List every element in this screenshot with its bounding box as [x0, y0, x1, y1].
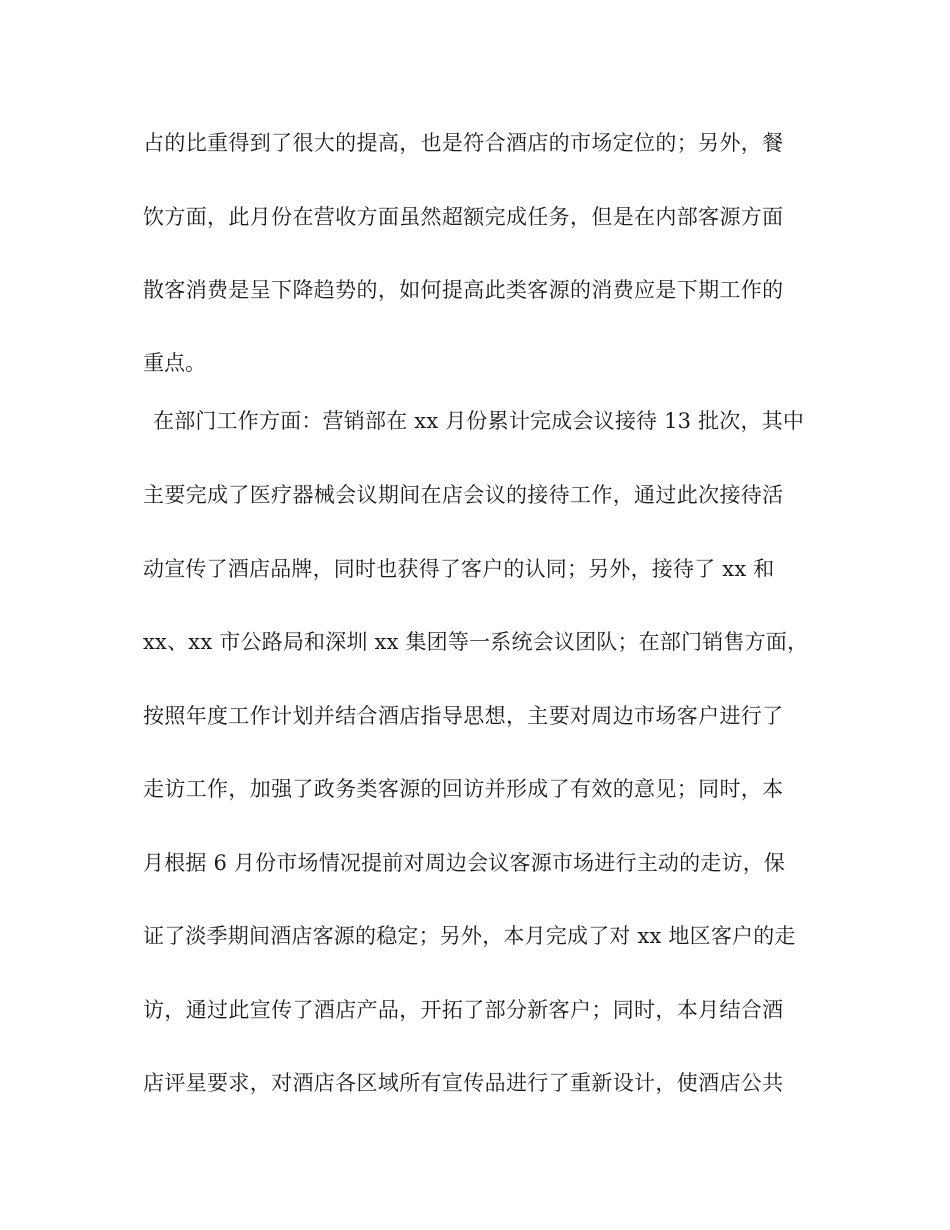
- text-line: 动宣传了酒店品牌，同时也获得了客户的认同；另外，接待了 xx 和: [143, 557, 775, 581]
- text-line: 店评星要求，对酒店各区域所有宣传品进行了重新设计，使酒店公共: [143, 1071, 784, 1095]
- text-line: 访，通过此宣传了酒店产品，开拓了部分新客户；同时，本月结合酒: [143, 998, 784, 1022]
- paragraph-first-line: 在部门工作方面：营销部在 xx 月份累计完成会议接待 13 批次，其中: [153, 409, 805, 433]
- text-line: 主要完成了医疗器械会议期间在店会议的接待工作，通过此次接待活: [143, 483, 784, 507]
- text-line: 占的比重得到了很大的提高，也是符合酒店的市场定位的；另外，餐: [143, 131, 784, 155]
- text-line: 散客消费是呈下降趋势的，如何提高此类客源的消费应是下期工作的: [143, 278, 784, 302]
- text-line: 证了淡季期间酒店客源的稳定；另外，本月完成了对 xx 地区客户的走: [143, 924, 796, 948]
- text-line: 饮方面，此月份在营收方面虽然超额完成任务，但是在内部客源方面: [143, 205, 784, 229]
- text-line: 重点。: [143, 351, 206, 375]
- text-line: 月根据 6 月份市场情况提前对周边会议客源市场进行主动的走访，保: [143, 851, 786, 875]
- text-line: 走访工作，加强了政务类客源的回访并形成了有效的意见；同时，本: [143, 777, 784, 801]
- text-line: 按照年度工作计划并结合酒店指导思想，主要对周边市场客户进行了: [143, 704, 784, 728]
- text-line: xx、xx 市公路局和深圳 xx 集团等一系统会议团队；在部门销售方面，: [143, 630, 809, 654]
